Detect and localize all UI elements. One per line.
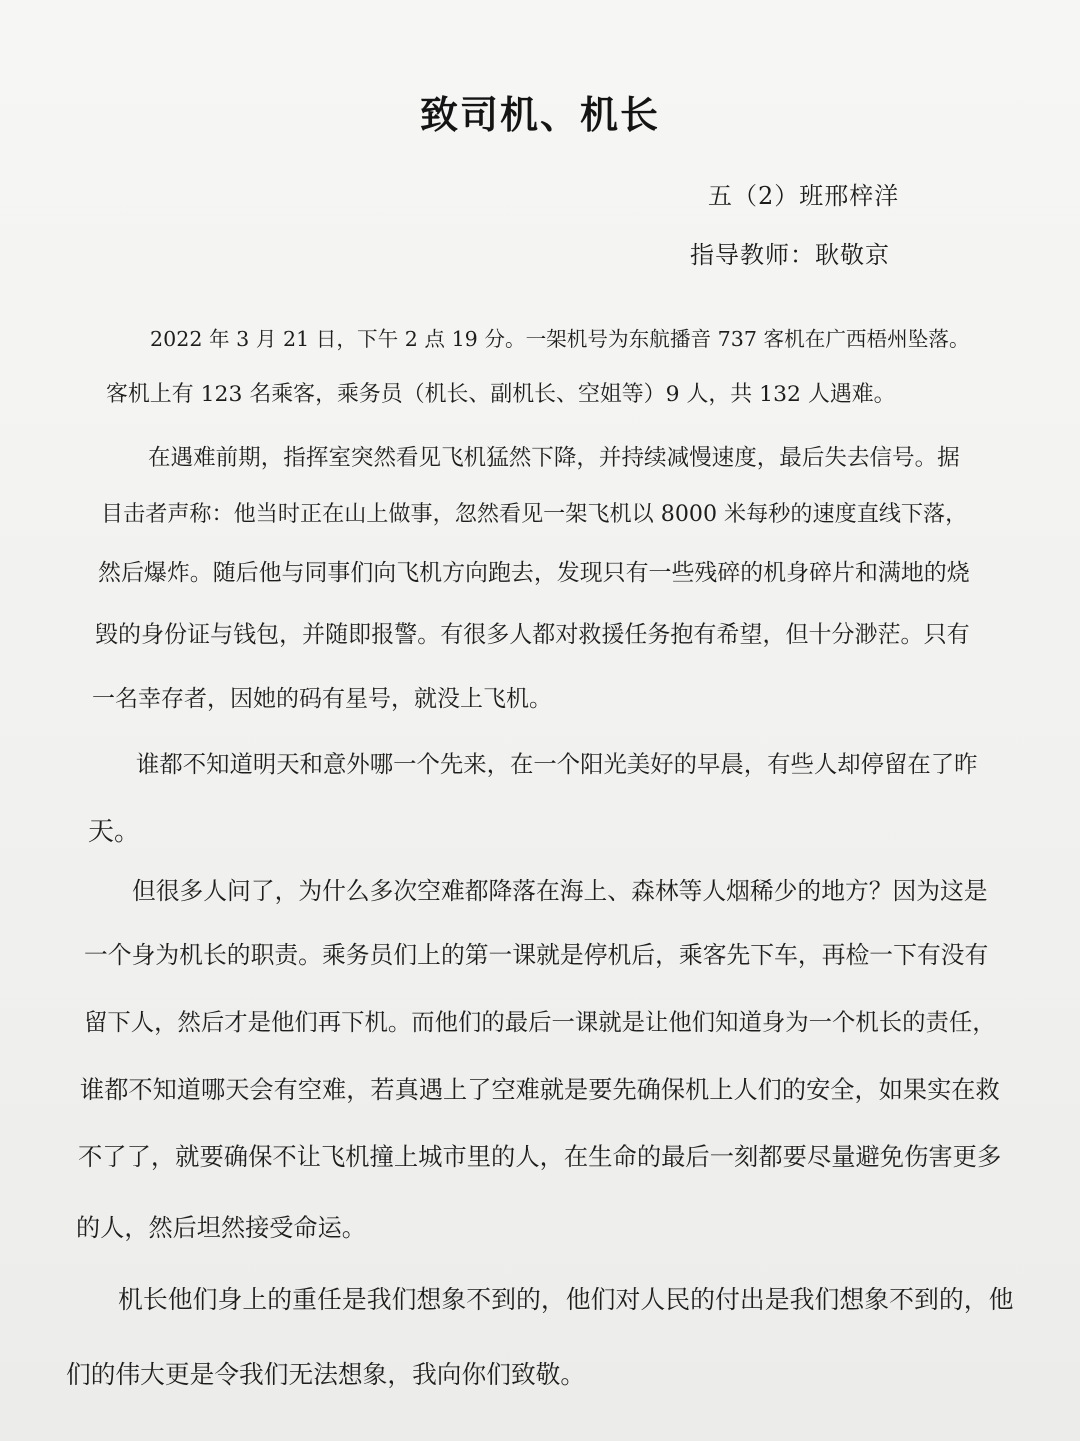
essay-line: 不了了，就要确保不让飞机撞上城市里的人，在生命的最后一刻都要尽量避免伤害更多 <box>78 1142 1002 1171</box>
essay-line: 毁的身份证与钱包，并随即报警。有很多人都对救援任务抱有希望，但十分渺茫。只有 <box>95 622 970 648</box>
teacher-line: 指导教师：耿敬京 <box>690 241 890 269</box>
essay-line: 机长他们身上的重任是我们想象不到的，他们对人民的付出是我们想象不到的，他 <box>118 1285 1014 1314</box>
essay-line: 2022 年 3 月 21 日，下午 2 点 19 分。一架机号为东航播音 737 客机在广西梧州坠落。 <box>150 327 970 351</box>
essay-line: 的人，然后坦然接受命运。 <box>76 1214 366 1242</box>
essay-line: 客机上有 123 名乘客，乘务员（机长、副机长、空姐等）9 人，共 132 人遇难。 <box>106 382 896 407</box>
essay-line: 一名幸存者，因她的码有星号，就没上飞机。 <box>92 686 552 712</box>
author-byline: 五（2）班邢梓洋 <box>708 182 900 210</box>
essay-line: 谁都不知道明天和意外哪一个先来，在一个阳光美好的早晨，有些人却停留在了昨 <box>136 750 978 778</box>
essay-line: 们的伟大更是令我们无法想象，我向你们致敬。 <box>66 1360 586 1389</box>
essay-line: 但很多人问了，为什么多次空难都降落在海上、森林等人烟稀少的地方？因为这是 <box>132 877 988 905</box>
essay-line: 谁都不知道哪天会有空难，若真遇上了空难就是要先确保机上人们的安全，如果实在救 <box>80 1076 1000 1104</box>
essay-line: 在遇难前期，指挥室突然看见飞机猛然下降，并持续减慢速度，最后失去信号。据 <box>148 445 960 471</box>
essay-line: 一个身为机长的职责。乘务员们上的第一课就是停机后，乘客先下车，再检一下有没有 <box>84 941 989 969</box>
essay-line: 目击者声称：他当时正在山上做事，忽然看见一架飞机以 8000 米每秒的速度直线下落， <box>101 501 968 527</box>
essay-line: 留下人，然后才是他们再下机。而他们的最后一课就是让他们知道身为一个机长的责任， <box>84 1008 996 1036</box>
essay-line: 然后爆炸。随后他与同事们向飞机方向跑去，发现只有一些残碎的机身碎片和满地的烧 <box>98 560 970 586</box>
essay-line: 天。 <box>88 817 141 847</box>
essay-title: 致司机、机长 <box>419 92 660 137</box>
